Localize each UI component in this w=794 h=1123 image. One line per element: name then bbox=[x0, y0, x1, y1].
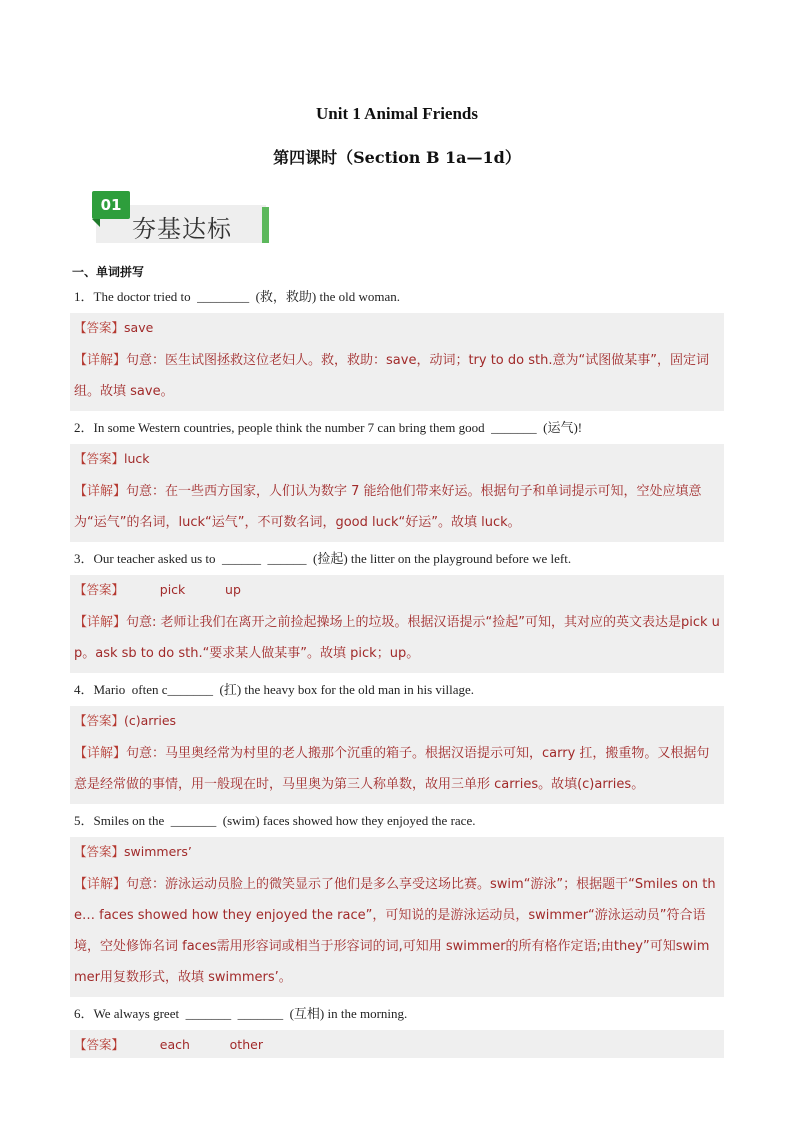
section-banner bbox=[84, 191, 270, 243]
answer-label: 【答案】 bbox=[74, 713, 125, 728]
detail-row bbox=[70, 865, 724, 997]
question-text: 1．The doctor tried to ________ (救，救助) the old woman. bbox=[74, 289, 401, 304]
answer-row bbox=[70, 1030, 724, 1058]
question-text: 4．Mario often c_______ (扛) the heavy box for the old man in his village. bbox=[74, 682, 475, 697]
detail-text: 句意：医生试图拯救这位老妇人。救，救助：save，动词；try to do sth.意为“试图做某事”，固定词组。故填 save。 bbox=[74, 353, 709, 399]
answer-value: swimmers’ bbox=[124, 844, 192, 859]
detail-row bbox=[70, 341, 724, 411]
answer-value: save bbox=[124, 320, 154, 335]
section-heading: 一、单词拼写 bbox=[72, 265, 145, 279]
banner-title: 夯基达标 bbox=[132, 215, 232, 243]
detail-text: 句意: 老师让我们在离开之前捡起操场上的垃圾。根据汉语提示“捡起”可知，其对应的英文表达是pick up。ask sb to do sth.“要求某人做某事”。故填 pick；up。 bbox=[74, 615, 720, 661]
question-item bbox=[70, 548, 724, 673]
answer-row bbox=[70, 706, 724, 734]
page-subtitle: 第四课时（Section B 1a—1d） bbox=[273, 148, 521, 167]
answer-value: pick up bbox=[124, 582, 241, 597]
answer-label: 【答案】 bbox=[74, 451, 125, 466]
answer-value: (c)arries bbox=[124, 713, 177, 728]
answer-row bbox=[70, 575, 724, 603]
answer-row bbox=[70, 837, 724, 865]
answer-label: 【答案】 bbox=[74, 320, 125, 335]
question-list bbox=[70, 286, 724, 1058]
detail-row bbox=[70, 472, 724, 542]
answer-label: 【答案】 bbox=[74, 582, 125, 597]
question-item bbox=[70, 417, 724, 542]
answer-label: 【答案】 bbox=[74, 1037, 125, 1052]
question-text: 5．Smiles on the _______ (swim) faces showed how they enjoyed the race. bbox=[74, 813, 476, 828]
question-text: 6．We always greet _______ _______ (互相) in the morning. bbox=[74, 1006, 408, 1021]
detail-text: 句意：游泳运动员脸上的微笑显示了他们是多么享受这场比赛。swim“游泳”；根据题干“Smiles on the… faces showed how they enjoyed the race”，可知说的是游泳运动员，swimmer“游泳运动员”符合语境，空处修饰名词 faces需用形容词或相当于形容词的词,可知用 swimmer的所有格作定语;由they”可知swimmer用复数形式，故填 swimmers’。 bbox=[74, 877, 716, 985]
detail-text: 句意：在一些西方国家，人们认为数字 7 能给他们带来好运。根据句子和单词提示可知，空处应填意为“运气”的名词，luck“运气”，不可数名词，good luck“好运”。故填 luck。 bbox=[74, 484, 702, 530]
detail-label: 【详解】 bbox=[74, 615, 127, 630]
banner-badge-notch bbox=[92, 219, 100, 227]
detail-text: 句意：马里奥经常为村里的老人搬那个沉重的箱子。根据汉语提示可知，carry 扛，搬重物。又根据句意是经常做的事情，用一般现在时，马里奥为第三人称单数，故用三单形 carries。故填(c)arries。 bbox=[74, 746, 710, 792]
detail-label: 【详解】 bbox=[74, 877, 127, 892]
answer-value: luck bbox=[124, 451, 150, 466]
question-item bbox=[70, 679, 724, 804]
question-item bbox=[70, 1003, 724, 1058]
question-text: 3．Our teacher asked us to ______ ______ (捡起) the litter on the playground before we left. bbox=[74, 551, 572, 566]
answer-row bbox=[70, 313, 724, 341]
banner-number-badge: 01 bbox=[92, 191, 130, 219]
detail-label: 【详解】 bbox=[74, 746, 127, 761]
detail-row bbox=[70, 603, 724, 673]
answer-label: 【答案】 bbox=[74, 844, 125, 859]
answer-row bbox=[70, 444, 724, 472]
answer-value: each other bbox=[124, 1037, 263, 1052]
question-item bbox=[70, 810, 724, 997]
banner-accent-bar bbox=[262, 207, 269, 243]
question-item bbox=[70, 286, 724, 411]
detail-row bbox=[70, 734, 724, 804]
detail-label: 【详解】 bbox=[74, 353, 127, 368]
detail-label: 【详解】 bbox=[74, 484, 127, 499]
page-title: Unit 1 Animal Friends bbox=[316, 104, 478, 123]
question-text: 2．In some Western countries, people think the number 7 can bring them good _______ (运气)! bbox=[74, 420, 583, 435]
